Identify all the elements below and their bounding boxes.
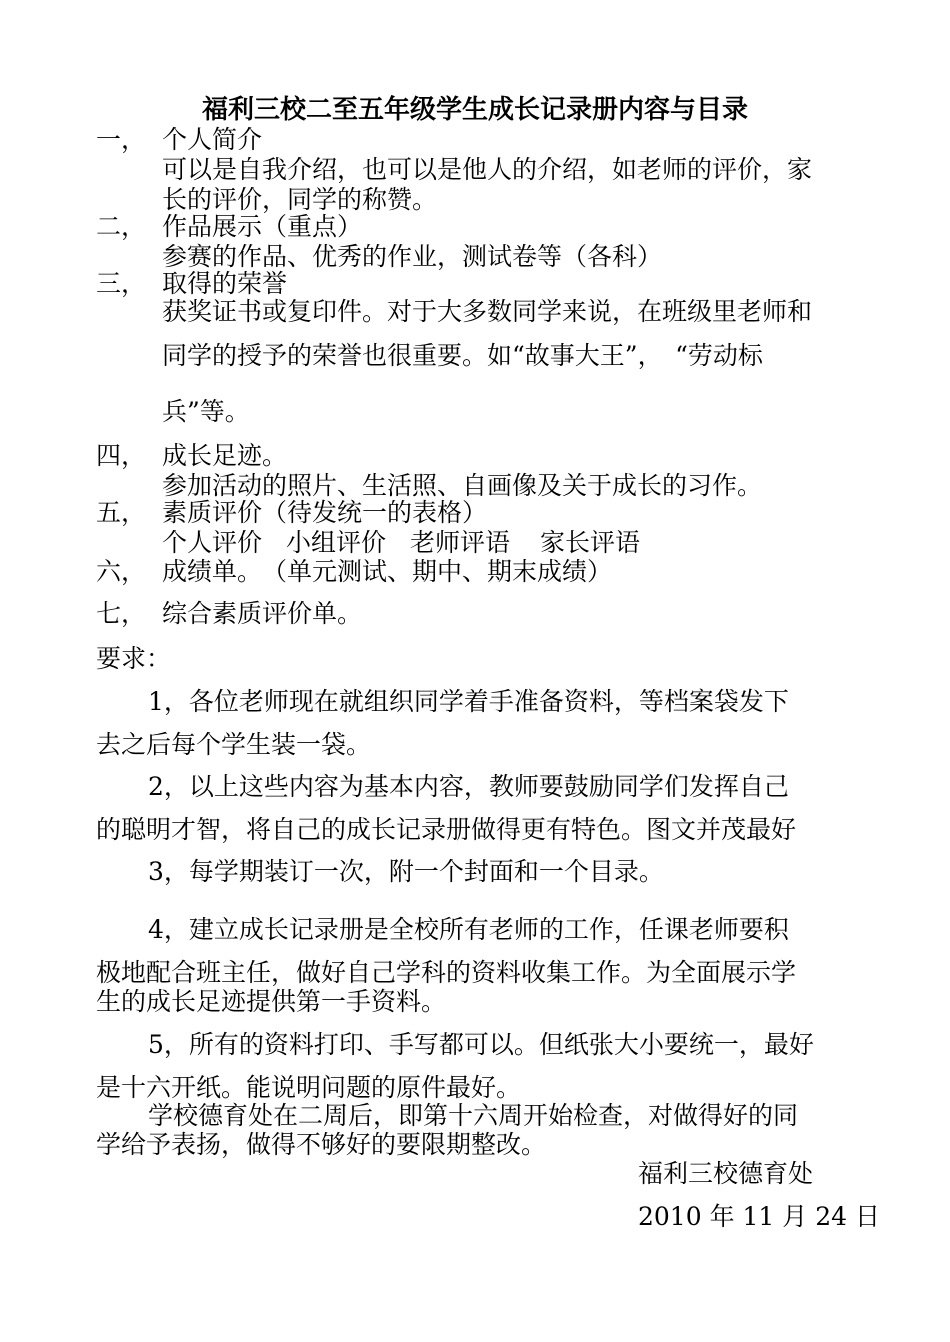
requirement-2-line-1: 2，以上这些内容为基本内容，教师要鼓励同学们发挥自己 xyxy=(148,772,789,801)
section-4-heading: 成长足迹。 xyxy=(162,441,288,470)
section-5-number: 五， xyxy=(96,498,147,527)
requirement-4-line-2: 极地配合班主任，做好自己学科的资料收集工作。为全面展示学 xyxy=(96,958,797,987)
section-3-heading: 取得的荣誉 xyxy=(162,269,288,298)
section-6-number: 六， xyxy=(96,557,147,586)
section-1-body-line-1: 可以是自我介绍，也可以是他人的介绍，如老师的评价，家 xyxy=(162,155,813,184)
requirement-2-line-2: 的聪明才智，将自己的成长记录册做得更有特色。图文并茂最好 xyxy=(96,815,797,844)
inspection-note-line-1: 学校德育处在二周后，即第十六周开始检查，对做得好的同 xyxy=(148,1101,799,1130)
section-5-item-teacher: 老师评语 xyxy=(410,528,511,557)
requirement-4-line-1: 4，建立成长记录册是全校所有老师的工作，任课老师要积 xyxy=(148,915,789,944)
requirement-1-line-1: 1，各位老师现在就组织同学着手准备资料，等档案袋发下 xyxy=(148,687,789,716)
section-3-body-line-3: 兵”等。 xyxy=(162,397,250,426)
requirement-5-line-1: 5，所有的资料打印、手写都可以。但纸张大小要统一，最好 xyxy=(148,1030,814,1059)
section-3-number: 三， xyxy=(96,269,147,298)
section-5-heading: 素质评价（待发统一的表格） xyxy=(162,498,488,527)
document-title: 福利三校二至五年级学生成长记录册内容与目录 xyxy=(201,95,748,125)
section-5-item-parent: 家长评语 xyxy=(540,528,641,557)
signature-date: 2010 年 11 月 24 日 xyxy=(638,1202,880,1231)
requirement-1-line-2: 去之后每个学生装一袋。 xyxy=(96,730,372,759)
section-7-heading: 综合素质评价单。 xyxy=(162,599,363,628)
signature-organization: 福利三校德育处 xyxy=(638,1159,814,1188)
section-7-number: 七， xyxy=(96,599,147,628)
section-4-number: 四， xyxy=(96,441,147,470)
section-1-number: 一， xyxy=(96,125,147,154)
section-2-number: 二， xyxy=(96,212,147,241)
section-2-body: 参赛的作品、优秀的作业，测试卷等（各科） xyxy=(162,242,663,271)
section-2-heading: 作品展示（重点） xyxy=(162,212,363,241)
section-5-items xyxy=(162,527,640,559)
section-1-body-line-2: 长的评价，同学的称赞。 xyxy=(162,185,438,214)
requirement-3-line-1: 3，每学期装订一次，附一个封面和一个目录。 xyxy=(148,857,664,886)
section-3-body-line-2: 同学的授予的荣誉也很重要。如“故事大王”， “劳动标 xyxy=(162,341,763,370)
requirement-5-line-2: 是十六开纸。能说明问题的原件最好。 xyxy=(96,1073,522,1102)
section-5-item-personal: 个人评价 xyxy=(162,528,263,557)
section-6-heading: 成绩单。 （单元测试、期中、期末成绩） xyxy=(162,557,613,586)
inspection-note-line-2: 学给予表扬，做得不够好的要限期整改。 xyxy=(96,1130,547,1159)
section-3-body-line-1: 获奖证书或复印件。对于大多数同学来说，在班级里老师和 xyxy=(162,297,813,326)
requirement-4-line-3: 生的成长足迹提供第一手资料。 xyxy=(96,987,447,1016)
section-1-heading: 个人简介 xyxy=(162,125,263,154)
section-5-item-group: 小组评价 xyxy=(286,528,387,557)
requirements-heading: 要求： xyxy=(96,644,172,673)
section-4-body: 参加活动的照片、生活照、自画像及关于成长的习作。 xyxy=(162,471,763,500)
